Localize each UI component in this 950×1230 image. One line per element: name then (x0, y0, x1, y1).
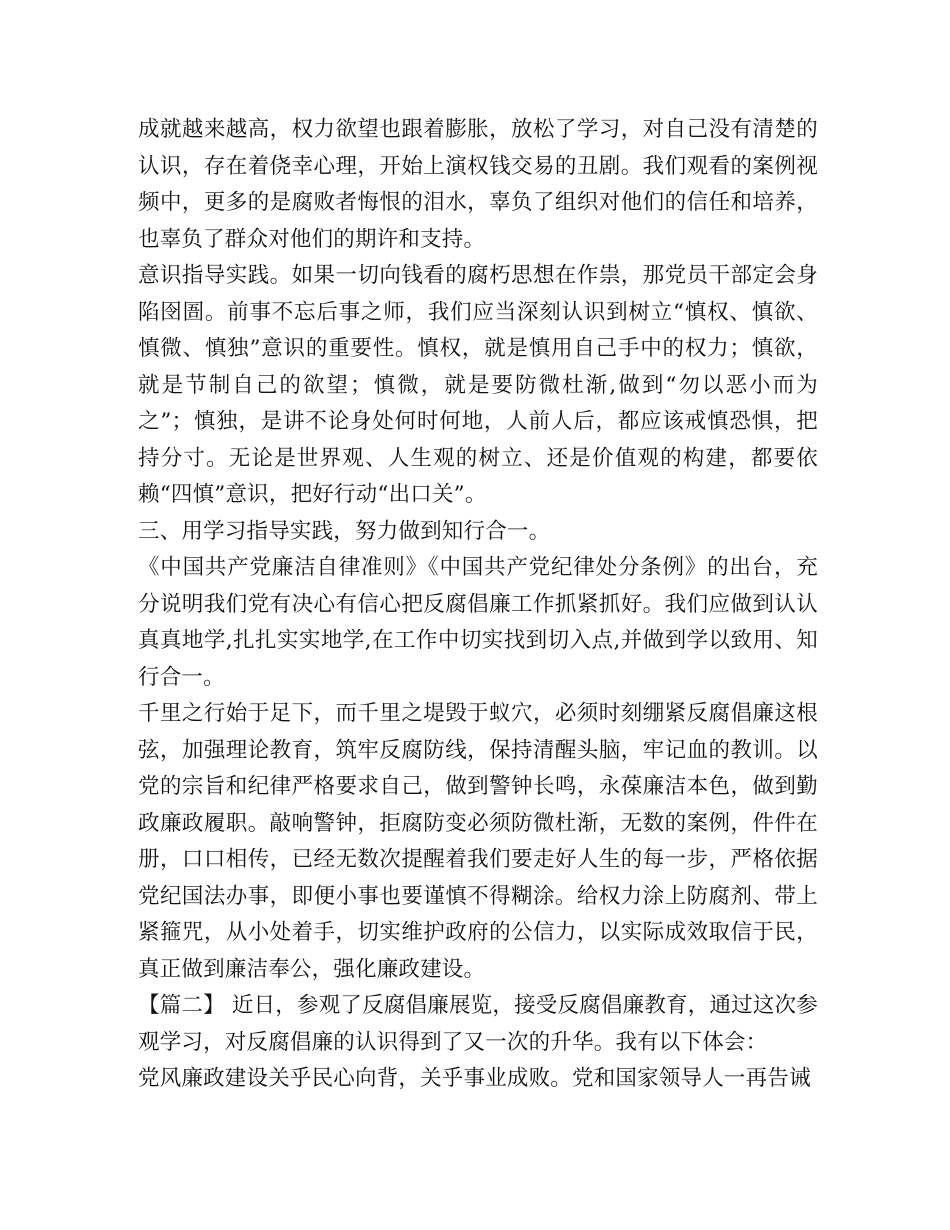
paragraph-7: 党风廉政建设关乎民心向背，关乎事业成败。党和国家领导人一再告诫 (138, 1066, 811, 1091)
paragraph-2: 意识指导实践。如果一切向钱看的腐朽思想在作祟，那党员干部定会身陷囹圄。前事不忘后事之师，我们应当深刻认识到树立“慎权、慎欲、慎微、慎独”意识的重要性。慎权，就是慎用自己手中的权力；慎欲，就是节制自己的欲望；慎微，就是要防微杜渐,做到“勿以恶小而为之”；慎独，是讲不论身处何时何地，人前人后，都应该戒慎恐惧，把持分寸。无论是世界观、人生观的树立、还是价值观的构建，都要依赖“四慎”意识，把好行动“出口关”。 (138, 263, 818, 507)
section-heading-3: 三、用学习指导实践，努力做到知行合一。 (138, 518, 551, 544)
document-body (138, 112, 818, 1098)
paragraph-4: 《中国共产党廉洁自律准则》《中国共产党纪律处分条例》的出台，充分说明我们党有决心有信心把反腐倡廉工作抓紧抓好。我们应做到认认真真地学,扎扎实实地学,在工作中切实找到切入点,并做到学以致用、知行合一。 (138, 555, 818, 690)
paragraph-5: 千里之行始于足下，而千里之堤毁于蚁穴，必须时刻绷紧反腐倡廉这根弦，加强理论教育，筑牢反腐防线，保持清醒头脑，牢记血的教训。以党的宗旨和纪律严格要求自己，做到警钟长鸣，永葆廉洁本色，做到勤政廉政履职。敲响警钟，拒腐防变必须防微杜渐，无数的案例，件件在册，口口相传，已经无数次提醒着我们要走好人生的每一步，严格依据党纪国法办事，即便小事也要谨慎不得糊涂。给权力涂上防腐剂、带上紧箍咒，从小处着手，切实维护政府的公信力，以实际成效取信于民，真正做到廉洁奉公，强化廉政建设。 (138, 701, 818, 982)
paragraph-6: 【篇二】 近日，参观了反腐倡廉展览，接受反腐倡廉教育，通过这次参观学习，对反腐倡廉的认识得到了又一次的升华。我有以下体会： (138, 993, 818, 1055)
paragraph-1: 成就越来越高，权力欲望也跟着膨胀，放松了学习，对自己没有清楚的认识，存在着侥幸心理，开始上演权钱交易的丑剧。我们观看的案例视频中，更多的是腐败者悔恨的泪水，辜负了组织对他们的信任和培养，也辜负了群众对他们的期许和支持。 (138, 117, 818, 252)
